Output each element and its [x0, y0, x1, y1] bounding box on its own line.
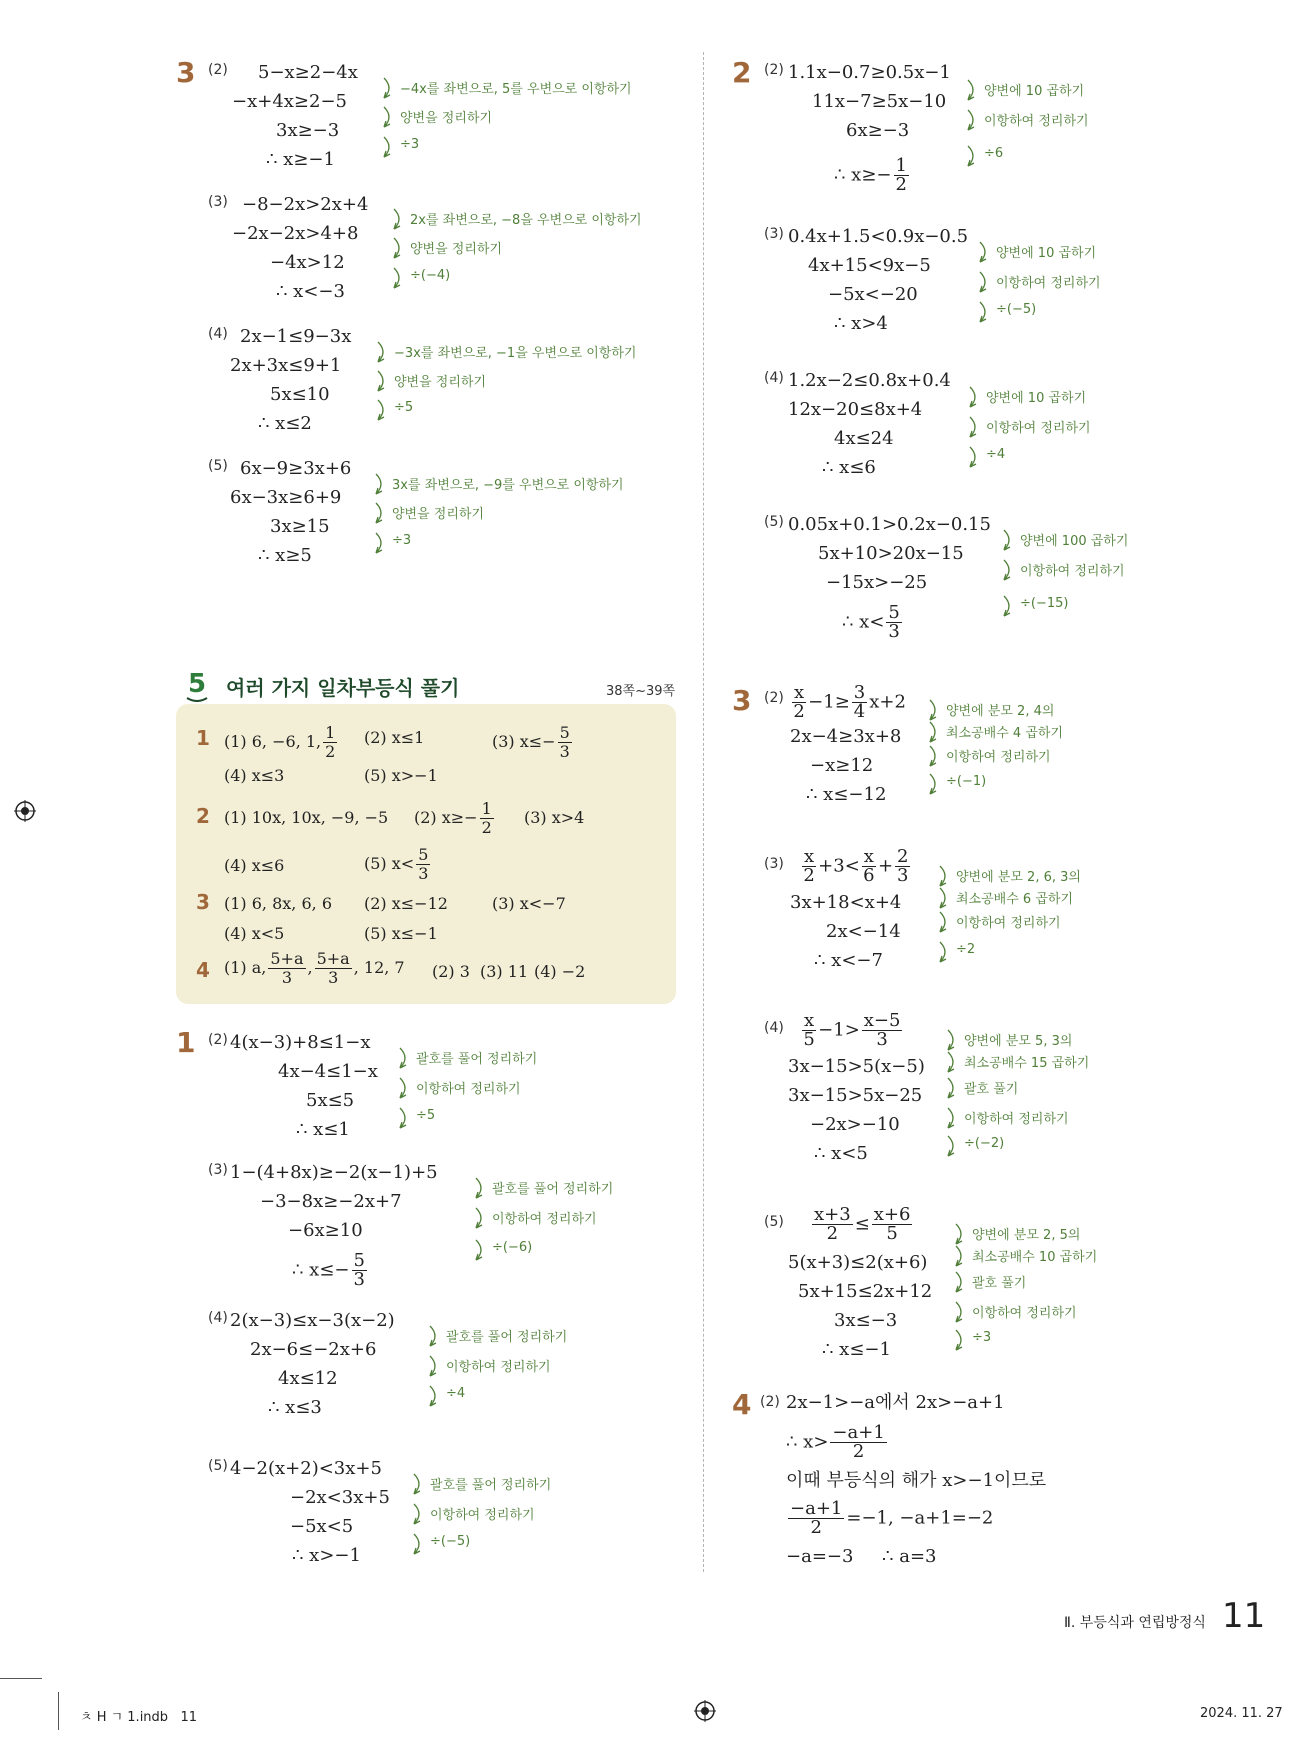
solution-line: 2x−4≥3x+8 — [790, 726, 902, 747]
solution-line: 1−(4+8x)≥−2(x−1)+5 — [230, 1162, 438, 1183]
step-note: −4x를 좌변으로, 5를 우변으로 이항하기 — [400, 82, 632, 97]
problem-sub-label: (3) — [764, 856, 784, 872]
solution-line: 4x+15<9x−5 — [808, 255, 931, 276]
solution-line: −4x>12 — [270, 252, 345, 273]
solution-line: 2x<−14 — [826, 921, 901, 942]
step-arrow-icon — [968, 445, 982, 469]
solution-line: −x+4x≥2−5 — [232, 91, 347, 112]
r4-line-2: ∴ x> $\frac{-a+1}{2}$ — [786, 1422, 885, 1462]
problem-sub-label: (4) — [764, 1020, 784, 1036]
solution-line: ∴ x≥5 — [258, 545, 312, 566]
solution-line: 11x−7≥5x−10 — [812, 91, 947, 112]
problem-sub-label: (4) — [208, 1310, 228, 1326]
step-note: ÷4 — [446, 1386, 466, 1401]
solution-line: ∴ x≤3 — [268, 1397, 322, 1418]
step-note: 양변을 정리하기 — [392, 507, 485, 522]
solution-line: 1.1x−0.7≥0.5x−1 — [788, 62, 951, 83]
step-arrow-icon — [966, 144, 980, 168]
step-arrow-icon — [398, 1046, 412, 1070]
step-arrow-icon — [474, 1176, 488, 1200]
problem-sub-label: (3) — [208, 194, 228, 210]
step-arrow-icon — [412, 1502, 426, 1526]
answer-1-5: (5) x>−1 — [364, 766, 438, 785]
step-note: ÷5 — [394, 400, 414, 415]
solution-line: −6x≥10 — [288, 1220, 363, 1241]
answer-3-1: (1) 6, 8x, 6, 6 — [224, 894, 333, 913]
problem-sub-label: (5) — [764, 1214, 784, 1230]
solution-line: −5x<−20 — [828, 284, 918, 305]
page-number: 11 — [1222, 1596, 1266, 1636]
step-arrow-icon — [474, 1238, 488, 1262]
step-arrow-icon — [968, 385, 982, 409]
step-note: ÷4 — [986, 447, 1006, 462]
registration-mark-icon — [694, 1700, 716, 1722]
section-number: 5 — [187, 669, 207, 699]
step-arrow-icon — [938, 910, 952, 934]
step-note: ÷(−5) — [430, 1534, 471, 1549]
solution-line: −3−8x≥−2x+7 — [260, 1191, 402, 1212]
solution-line: 3x−15>5(x−5) — [788, 1056, 925, 1077]
solution-line: ∴ x≤− $\frac{5}{3}$ — [292, 1250, 365, 1290]
step-arrow-icon — [938, 940, 952, 964]
step-note: 2x를 좌변으로, −8을 우변으로 이항하기 — [410, 213, 642, 228]
step-arrow-icon — [428, 1324, 442, 1348]
solution-line: 4(x−3)+8≤1−x — [230, 1032, 371, 1053]
solution-line: ∴ x<−3 — [276, 281, 345, 302]
solution-line: ∴ x≤−1 — [822, 1339, 891, 1360]
answer-4-1: (1) a, $\frac{5+a}{3}$ , $\frac{5+a}{3}$ , 12, 7 — [224, 949, 405, 987]
step-arrow-icon — [376, 369, 390, 393]
step-arrow-icon — [968, 415, 982, 439]
problem-sub-label: (4) — [208, 326, 228, 342]
step-note: 이항하여 정리하기 — [972, 1306, 1077, 1321]
step-arrow-icon — [412, 1532, 426, 1556]
answer-4-4: (4) −2 — [534, 962, 586, 981]
step-note: ÷(−4) — [410, 268, 451, 283]
answer-4-3: (3) 11 — [480, 962, 529, 981]
crop-mark — [58, 1692, 59, 1730]
step-arrow-icon — [966, 108, 980, 132]
step-note: 최소공배수 15 곱하기 — [964, 1056, 1090, 1071]
step-arrow-icon — [946, 1076, 960, 1100]
solution-line: 3x≤−3 — [834, 1310, 898, 1331]
solution-line: 2x−1≤9−3x — [240, 326, 352, 347]
solution-line: 0.4x+1.5<0.9x−0.5 — [788, 226, 969, 247]
step-arrow-icon — [474, 1206, 488, 1230]
step-note: 양변을 정리하기 — [400, 111, 493, 126]
step-note: 이항하여 정리하기 — [430, 1508, 535, 1523]
solution-line: −2x<3x+5 — [290, 1487, 390, 1508]
solution-line: ∴ x≥−1 — [266, 149, 335, 170]
problem-sub-label: (5) — [764, 514, 784, 530]
step-arrow-icon — [928, 772, 942, 796]
solution-line: 3x−15>5x−25 — [788, 1085, 923, 1106]
step-note: 이항하여 정리하기 — [1020, 564, 1125, 579]
solution-line: ∴ x<5 — [814, 1143, 868, 1164]
step-arrow-icon — [928, 720, 942, 744]
step-arrow-icon — [966, 78, 980, 102]
step-note: 괄호를 풀어 정리하기 — [446, 1330, 568, 1345]
answer-num-1: 1 — [196, 726, 210, 750]
step-note: ÷(−5) — [996, 302, 1037, 317]
solution-line: −2x−2x>4+8 — [232, 223, 359, 244]
step-note: 최소공배수 6 곱하기 — [956, 892, 1073, 907]
problem-number: 3 — [176, 56, 196, 89]
problem-sub-label: (2) — [764, 62, 784, 78]
answer-2-3: (3) x>4 — [524, 808, 585, 827]
solution-line: ∴ x≤−12 — [806, 784, 887, 805]
step-arrow-icon — [412, 1472, 426, 1496]
step-note: 괄호를 풀어 정리하기 — [430, 1478, 552, 1493]
step-note: 양변에 분모 2, 4의 — [946, 704, 1055, 719]
problem-number: 1 — [176, 1026, 196, 1059]
solution-line: 1.2x−2≤0.8x+0.4 — [788, 370, 951, 391]
solution-line: ∴ x≤1 — [296, 1119, 350, 1140]
answer-3-3: (3) x<−7 — [492, 894, 566, 913]
step-arrow-icon — [1002, 528, 1016, 552]
print-date: 2024. 11. 27 — [1200, 1706, 1283, 1721]
answer-2-2: (2) x≥− $\frac{1}{2}$ — [414, 799, 492, 837]
solution-line: −x≥12 — [810, 755, 874, 776]
step-arrow-icon — [946, 1106, 960, 1130]
step-note: 양변에 분모 2, 5의 — [972, 1228, 1081, 1243]
step-arrow-icon — [376, 340, 390, 364]
solution-line: 2x+3x≤9+1 — [230, 355, 342, 376]
step-note: 최소공배수 4 곱하기 — [946, 726, 1063, 741]
chapter-title: Ⅱ. 부등식과 연립방정식 — [1064, 1615, 1206, 1631]
r4-line-1: 2x−1>−a에서 2x>−a+1 — [786, 1392, 1005, 1413]
step-note: 양변에 100 곱하기 — [1020, 534, 1129, 549]
answer-1-4: (4) x≤3 — [224, 766, 285, 785]
solution-line: 5x+10>20x−15 — [818, 543, 964, 564]
r4-line-4: $\frac{-a+1}{2}$ =−1, −a+1=−2 — [790, 1498, 994, 1538]
solution-line: 5(x+3)≤2(x+6) — [788, 1252, 928, 1273]
step-note: 양변을 정리하기 — [410, 242, 503, 257]
step-arrow-icon — [392, 207, 406, 231]
solution-line: ∴ x<−7 — [814, 950, 883, 971]
problem-sub-label: (2) — [764, 690, 784, 706]
step-note: ÷(−15) — [1020, 596, 1069, 611]
step-note: 이항하여 정리하기 — [946, 750, 1051, 765]
step-arrow-icon — [392, 236, 406, 260]
answer-3-2: (2) x≤−12 — [364, 894, 448, 913]
step-arrow-icon — [946, 1134, 960, 1158]
problem-sub-label: (3) — [764, 226, 784, 242]
step-note: 이항하여 정리하기 — [964, 1112, 1069, 1127]
solution-line: 2x−6≤−2x+6 — [250, 1339, 377, 1360]
solution-line: 5x≤5 — [306, 1090, 355, 1111]
step-note: ÷3 — [400, 137, 420, 152]
problem-number: 3 — [732, 684, 752, 717]
step-arrow-icon — [398, 1076, 412, 1100]
step-note: 양변에 10 곱하기 — [984, 84, 1085, 99]
problem-sub-label: (2) — [208, 62, 228, 78]
solution-line: 6x−3x≥6+9 — [230, 487, 342, 508]
solution-line: 3x≥−3 — [276, 120, 340, 141]
step-arrow-icon — [376, 398, 390, 422]
solution-line: 6x−9≥3x+6 — [240, 458, 352, 479]
answer-num-2: 2 — [196, 804, 210, 828]
step-note: 양변에 분모 5, 3의 — [964, 1034, 1073, 1049]
step-arrow-icon — [1002, 594, 1016, 618]
step-arrow-icon — [928, 698, 942, 722]
step-note: 양변을 정리하기 — [394, 375, 487, 390]
r3-5-first-line: $\frac{x+3}{2}$ ≤ $\frac{x+6}{5}$ — [814, 1204, 911, 1244]
answer-2-5: (5) x< $\frac{5}{3}$ — [364, 845, 429, 883]
column-divider — [703, 52, 704, 1572]
solution-line: ∴ x>4 — [834, 313, 888, 334]
r4-number: 4 — [732, 1388, 752, 1421]
step-note: 양변에 분모 2, 6, 3의 — [956, 870, 1081, 885]
solution-line: 5−x≥2−4x — [258, 62, 358, 83]
solution-line: 5x≤10 — [270, 384, 330, 405]
step-arrow-icon — [928, 744, 942, 768]
step-note: 괄호를 풀어 정리하기 — [416, 1052, 538, 1067]
step-note: ÷3 — [972, 1330, 992, 1345]
step-note: ÷5 — [416, 1108, 436, 1123]
solution-line: −5x<5 — [290, 1516, 354, 1537]
solution-line: 6x≥−3 — [846, 120, 910, 141]
answer-3-4: (4) x<5 — [224, 924, 285, 943]
solution-line: 5x+15≤2x+12 — [798, 1281, 933, 1302]
solution-line: ∴ x≤6 — [822, 457, 876, 478]
step-arrow-icon — [374, 472, 388, 496]
answer-1-2: (2) x≤1 — [364, 728, 425, 747]
solution-line: ∴ x≥− $\frac{1}{2}$ — [834, 155, 907, 195]
step-note: 괄호를 풀어 정리하기 — [492, 1182, 614, 1197]
section-title: 여러 가지 일차부등식 풀기 — [226, 676, 460, 700]
problem-sub-label: (3) — [208, 1162, 228, 1178]
file-name: ㅊ H ㄱ 1.indb 11 — [80, 1710, 197, 1725]
solution-line: ∴ x>−1 — [292, 1545, 361, 1566]
step-arrow-icon — [954, 1300, 968, 1324]
answer-1-3: (3) x≤− $\frac{5}{3}$ — [492, 723, 570, 761]
solution-line: 4x≤24 — [834, 428, 894, 449]
step-arrow-icon — [392, 266, 406, 290]
step-note: 이항하여 정리하기 — [986, 421, 1091, 436]
solution-line: −15x>−25 — [826, 572, 928, 593]
step-arrow-icon — [954, 1328, 968, 1352]
step-arrow-icon — [428, 1384, 442, 1408]
problem-sub-label: (2) — [208, 1032, 228, 1048]
solution-line: 2(x−3)≤x−3(x−2) — [230, 1310, 395, 1331]
r3-4-first-line: $\frac{x}{5}$ −1> $\frac{x-5}{3}$ — [803, 1010, 901, 1050]
section-5-icon — [184, 668, 210, 702]
solution-line: ∴ x≤2 — [258, 413, 312, 434]
step-arrow-icon — [978, 240, 992, 264]
step-note: ÷(−2) — [964, 1136, 1005, 1151]
step-note: 이항하여 정리하기 — [446, 1360, 551, 1375]
solution-line: 0.05x+0.1>0.2x−0.15 — [788, 514, 991, 535]
step-note: ÷(−1) — [946, 774, 987, 789]
step-arrow-icon — [954, 1222, 968, 1246]
step-arrow-icon — [938, 886, 952, 910]
step-arrow-icon — [1002, 558, 1016, 582]
step-note: 이항하여 정리하기 — [492, 1212, 597, 1227]
answer-2-4: (4) x≤6 — [224, 856, 285, 875]
problem-sub-label: (4) — [764, 370, 784, 386]
step-note: 3x를 좌변으로, −9를 우변으로 이항하기 — [392, 478, 624, 493]
step-arrow-icon — [946, 1028, 960, 1052]
step-arrow-icon — [382, 105, 396, 129]
r4-line-5: −a=−3 ∴ a=3 — [786, 1546, 937, 1567]
step-note: ÷2 — [956, 942, 976, 957]
answer-1-1: (1) 6, −6, 1, $\frac{1}{2}$ — [224, 723, 336, 761]
step-note: 양변에 10 곱하기 — [996, 246, 1097, 261]
step-arrow-icon — [374, 501, 388, 525]
step-arrow-icon — [382, 76, 396, 100]
crop-mark — [0, 1678, 42, 1679]
step-note: 괄호 풀기 — [972, 1276, 1027, 1291]
solution-line: 3x+18<x+4 — [790, 892, 902, 913]
step-arrow-icon — [938, 864, 952, 888]
step-arrow-icon — [954, 1244, 968, 1268]
step-note: ÷3 — [392, 533, 412, 548]
step-note: 이항하여 정리하기 — [996, 276, 1101, 291]
step-arrow-icon — [978, 270, 992, 294]
solution-line: 4−2(x+2)<3x+5 — [230, 1458, 382, 1479]
solution-line: 4x−4≤1−x — [278, 1061, 378, 1082]
section-pages: 38쪽~39쪽 — [606, 684, 676, 699]
step-arrow-icon — [428, 1354, 442, 1378]
problem-sub-label: (5) — [208, 458, 228, 474]
solution-line: −8−2x>2x+4 — [242, 194, 369, 215]
solution-line: 12x−20≤8x+4 — [788, 399, 923, 420]
r3-2-first-line: $\frac{x}{2}$ −1≥ $\frac{3}{4}$ x+2 — [793, 682, 906, 722]
answer-2-1: (1) 10x, 10x, −9, −5 — [224, 808, 389, 827]
step-arrow-icon — [946, 1050, 960, 1074]
answer-num-4: 4 — [196, 958, 210, 982]
step-arrow-icon — [954, 1270, 968, 1294]
solution-line: −2x>−10 — [810, 1114, 900, 1135]
step-arrow-icon — [398, 1106, 412, 1130]
r4-sub: (2) — [760, 1394, 780, 1410]
step-arrow-icon — [374, 531, 388, 555]
step-arrow-icon — [978, 300, 992, 324]
step-note: 최소공배수 10 곱하기 — [972, 1250, 1098, 1265]
step-note: −3x를 좌변으로, −1을 우변으로 이항하기 — [394, 346, 637, 361]
solution-line: 4x≤12 — [278, 1368, 338, 1389]
step-note: 양변에 10 곱하기 — [986, 391, 1087, 406]
problem-number: 2 — [732, 56, 752, 89]
r3-3-first-line: $\frac{x}{2}$ +3< $\frac{x}{6}$ + $\frac{2}{3}$ — [803, 846, 909, 886]
solution-line: ∴ x< $\frac{5}{3}$ — [842, 602, 900, 642]
registration-mark-icon — [14, 800, 36, 822]
step-arrow-icon — [382, 135, 396, 159]
answer-3-5: (5) x≤−1 — [364, 924, 438, 943]
step-note: ÷(−6) — [492, 1240, 533, 1255]
step-note: 이항하여 정리하기 — [984, 114, 1089, 129]
problem-sub-label: (5) — [208, 1458, 228, 1474]
step-note: 이항하여 정리하기 — [956, 916, 1061, 931]
answer-num-3: 3 — [196, 890, 210, 914]
answer-4-2: (2) 3 — [432, 962, 470, 981]
r4-line-3: 이때 부등식의 해가 x>−1이므로 — [786, 1470, 1047, 1491]
solution-line: 3x≥15 — [270, 516, 330, 537]
step-note: ÷6 — [984, 146, 1004, 161]
step-note: 이항하여 정리하기 — [416, 1082, 521, 1097]
step-note: 괄호 풀기 — [964, 1082, 1019, 1097]
